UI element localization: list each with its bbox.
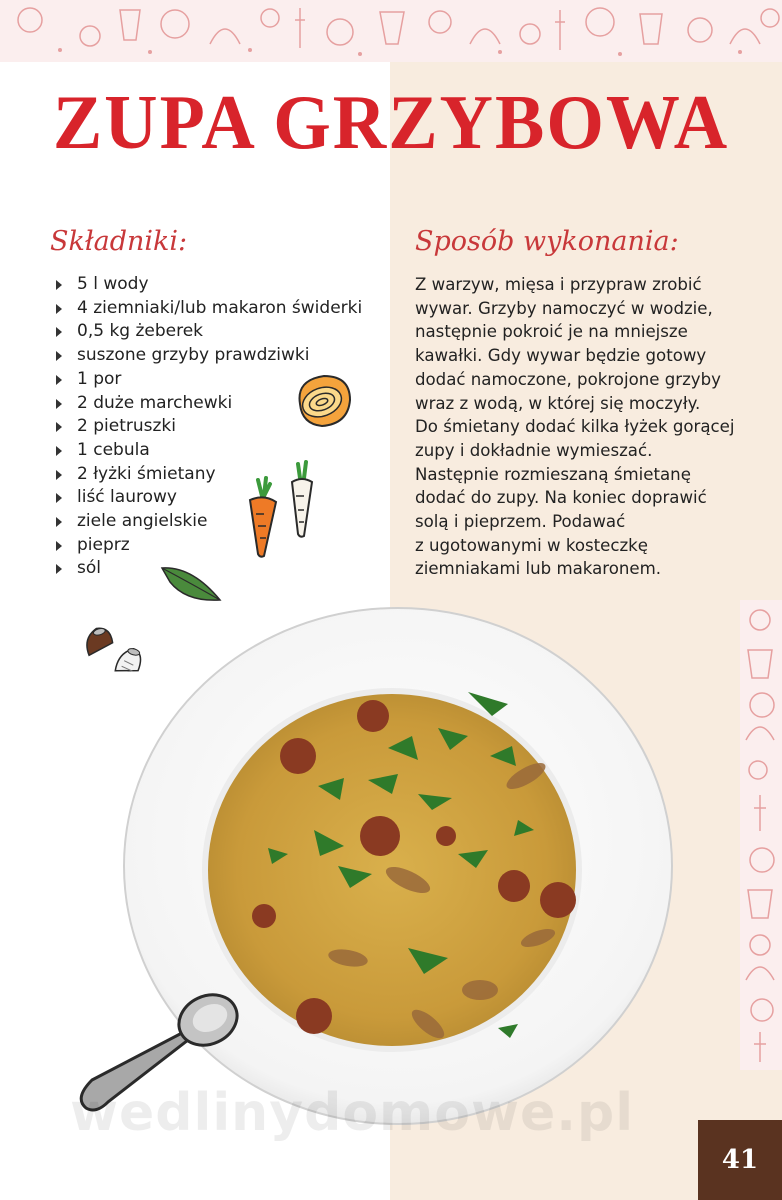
method-line: dodać namoczone, pokrojone grzyby <box>415 369 721 389</box>
ingredient-text: 5 l wody <box>77 274 149 294</box>
method-line: ziemniakami lub makaronem. <box>415 559 662 579</box>
method-line: kawałki. Gdy wywar będzie gotowy <box>415 346 707 366</box>
method-line: dodać do zupy. Na koniec doprawić <box>415 488 707 508</box>
ingredient-text: liść laurowy <box>77 487 177 508</box>
bullet-icon <box>56 493 62 503</box>
method-heading: Sposób wykonania: <box>415 226 679 257</box>
method-text <box>415 273 760 581</box>
bullet-icon <box>56 517 62 527</box>
parsley-root-icon <box>286 460 318 544</box>
ingredient-text: 1 cebula <box>77 439 150 460</box>
ingredient-item <box>56 273 362 297</box>
carrot-icon <box>240 476 284 564</box>
method-line: wywar. Grzyby namoczyć w wodzie, <box>415 298 713 318</box>
method-line: z ugotowanymi w kosteczkę <box>415 535 649 555</box>
bullet-icon <box>56 327 62 337</box>
bullet-icon <box>56 446 62 456</box>
bullet-icon <box>56 351 62 361</box>
pepper-shaker-icon <box>82 624 118 662</box>
ingredient-item <box>56 320 362 344</box>
method-line: Do śmietany dodać kilka łyżek gorącej <box>415 417 735 437</box>
watermark: wedlinydomowe.pl <box>70 1083 635 1143</box>
ingredient-item <box>56 344 362 368</box>
bullet-icon <box>56 564 62 574</box>
ingredients-heading: Składniki: <box>50 226 188 257</box>
onion-icon <box>292 370 356 434</box>
ingredient-text: 1 por <box>77 368 122 389</box>
ingredient-text: ziele angielskie <box>77 511 208 532</box>
method-line: wraz z wodą, w której się moczyły. <box>415 393 701 413</box>
top-decorative-pattern <box>0 0 782 62</box>
bullet-icon <box>56 375 62 385</box>
method-line: solą i pieprzem. Podawać <box>415 512 626 532</box>
bullet-icon <box>56 304 62 314</box>
method-line: następnie pokroić je na mniejsze <box>415 322 688 342</box>
ingredient-text: 2 pietruszki <box>77 416 176 437</box>
method-line: Z warzyw, mięsa i przypraw zrobić <box>415 275 702 294</box>
bullet-icon <box>56 470 62 480</box>
ingredient-text: suszone grzyby prawdziwki <box>77 345 310 366</box>
method-line: zupy i dokładnie wymieszać. <box>415 440 653 460</box>
ingredient-text: 2 łyżki śmietany <box>77 463 216 484</box>
bullet-icon <box>56 541 62 551</box>
recipe-title: ZUPA GRZYBOWA <box>52 79 730 167</box>
bullet-icon <box>56 280 62 290</box>
method-line: Następnie rozmieszaną śmietanę <box>415 464 691 484</box>
ingredient-text: 4 ziemniaki/lub makaron świderki <box>77 297 363 318</box>
ingredient-text: sól <box>77 558 101 579</box>
ingredient-text: 0,5 kg żeberek <box>77 321 204 342</box>
side-decorative-pattern <box>740 600 782 1070</box>
ingredient-text: 2 duże marchewki <box>77 392 233 413</box>
ingredient-item <box>56 297 362 321</box>
bullet-icon <box>56 422 62 432</box>
ingredient-text: pieprz <box>77 534 130 555</box>
bullet-icon <box>56 399 62 409</box>
page-number: 41 <box>698 1120 782 1200</box>
